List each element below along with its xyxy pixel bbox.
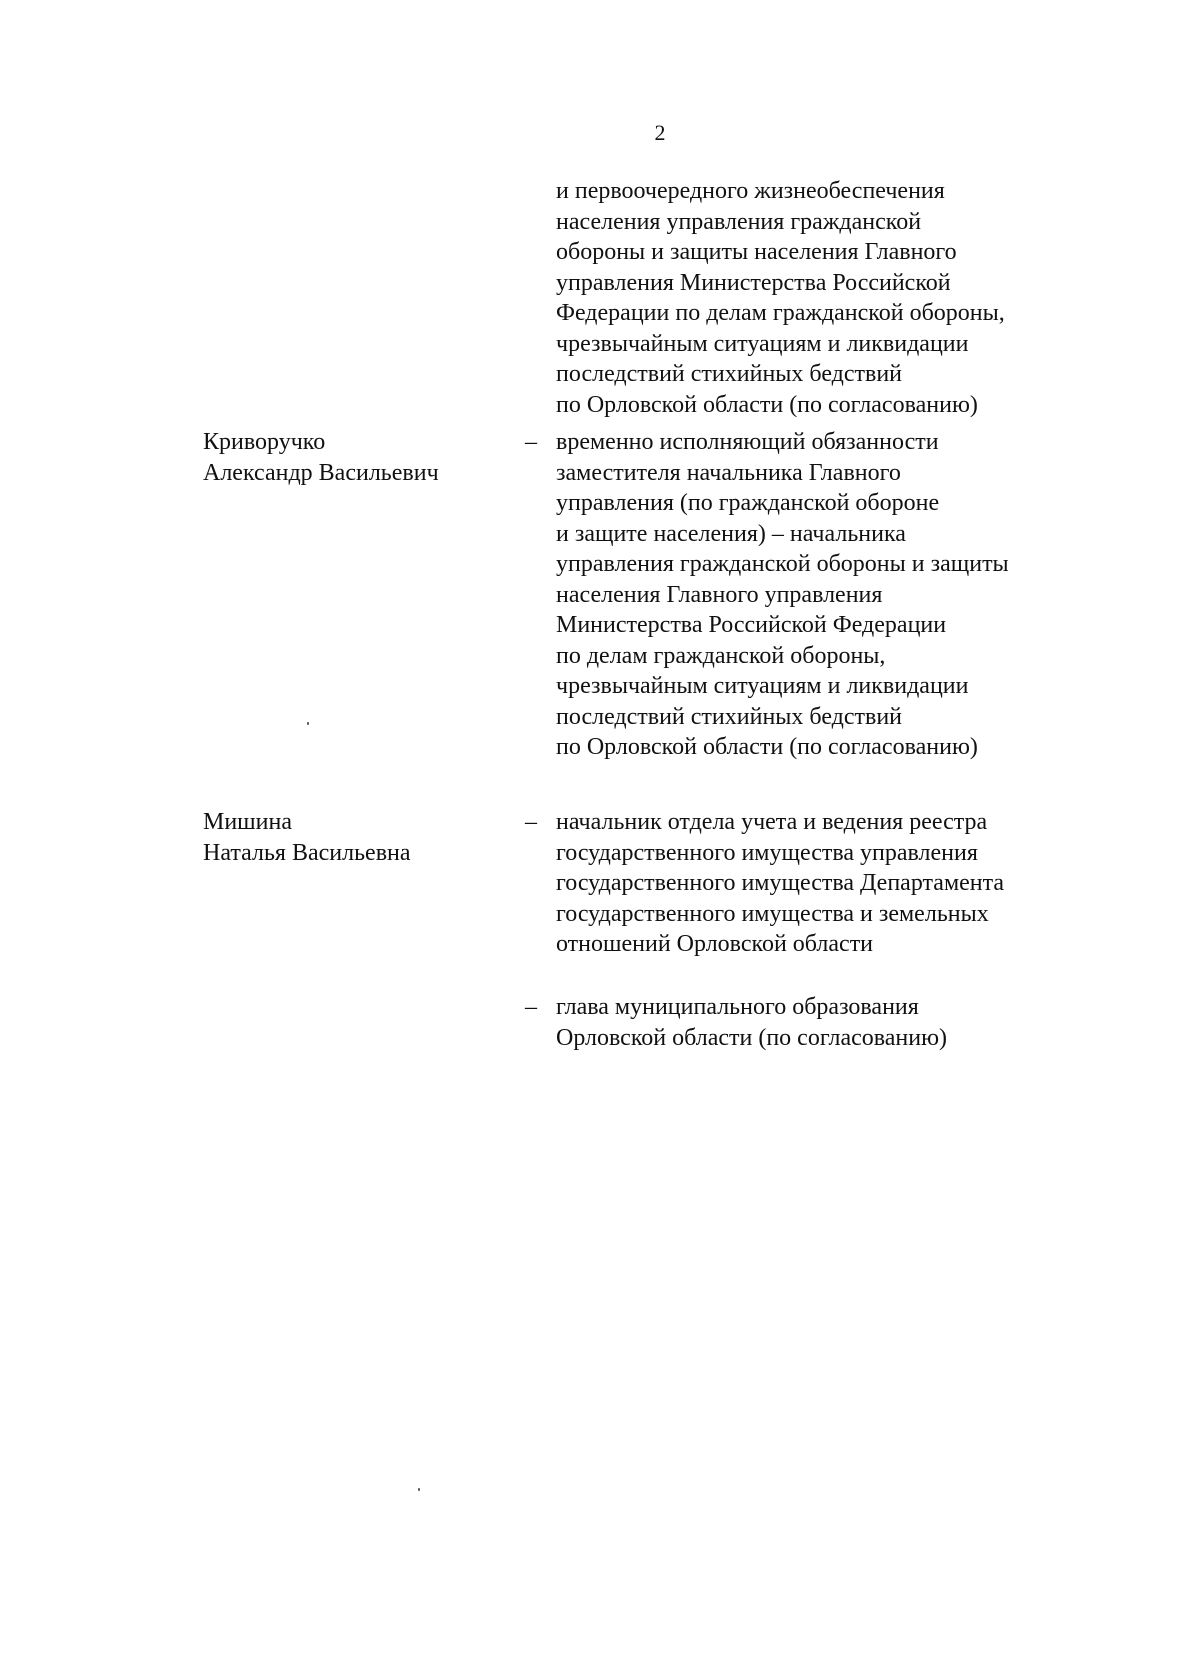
page-number: 2: [654, 120, 666, 145]
dash-separator: –: [525, 429, 537, 455]
scan-speck: [418, 1488, 420, 1491]
dash-separator: –: [525, 809, 537, 835]
member-position: начальник отдела учета и ведения реестра государственного имущества управления государственного имущества Департамента государственного имущества и земельных отношений Орловской области: [556, 809, 1005, 957]
scan-speck: [307, 722, 309, 725]
dash-separator: –: [525, 994, 537, 1020]
member-position: временно исполняющий обязанности заместителя начальника Главного управления (по гражданской обороне и защите населения) – начальника управления гражданской обороны и защиты населения Главного управления Министерства Российской Федерации по делам гражданской обороны, чрезвычайным ситуациям и ликвидации последствий стихийных бедствий по Орловской области (по согласованию): [556, 429, 1009, 760]
member-name: Мишина Наталья Васильевна: [203, 809, 411, 866]
continued-position-text: и первоочередного жизнеобеспечения населения управления гражданской обороны и защиты населения Главного управления Министерства Российской Федерации по делам гражданской обороны, чрезвычайным ситуациям и ликвидации последствий стихийных бедствий по Орловской области (по согласованию): [556, 178, 1005, 418]
member-position: глава муниципального образования Орловской области (по согласованию): [556, 994, 948, 1051]
member-name: Криворучко Александр Васильевич: [203, 429, 439, 486]
